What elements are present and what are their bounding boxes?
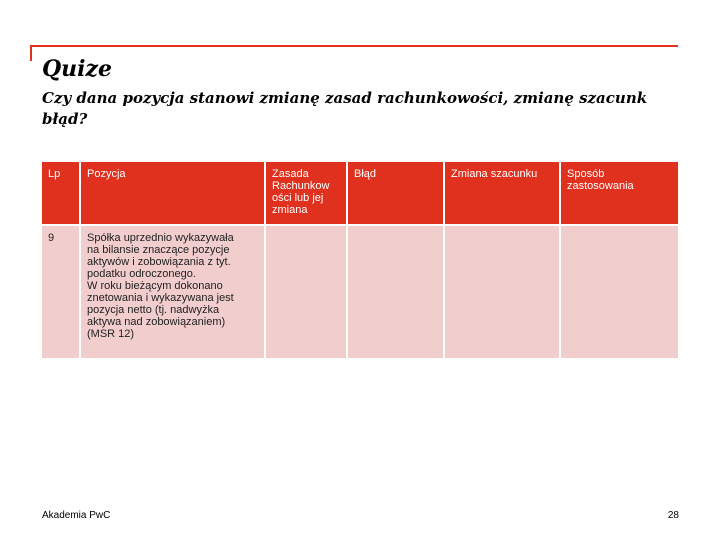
title-accent-rule (30, 45, 678, 47)
cell-sposob (561, 226, 678, 360)
header-lp: Lp (42, 162, 81, 226)
table-header-row (42, 162, 678, 226)
cell-zmiana-szacunku (445, 226, 561, 360)
header-blad: Błąd (348, 162, 445, 226)
header-sposob: Sposób zastosowania (561, 162, 678, 226)
slide-question (42, 88, 720, 130)
cell-pozycja: Spółka uprzednio wykazywała na bilansie znaczące pozycje aktywów i zobowiązania z tyt. podatku odroczonego. W roku bieżącym dokonano znetowania i wykazywana jest pozycja netto (tj. nadwyżka aktywa nad zobowiązaniem) (MSR 12) (81, 226, 266, 360)
cell-blad (348, 226, 445, 360)
cell-lp: 9 (42, 226, 81, 360)
header-pozycja: Pozycja (81, 162, 266, 226)
title-accent-tick (30, 45, 32, 61)
question-line-2: błąd? (42, 110, 88, 128)
table-row (42, 226, 678, 360)
page-number: 28 (667, 510, 679, 521)
cell-zasada (266, 226, 348, 360)
slide-title: Quize (42, 56, 113, 82)
quiz-table (42, 162, 678, 360)
header-zasada: Zasada Rachunkow ości lub jej zmiana (266, 162, 348, 226)
footer-brand: Akademia PwC (42, 510, 111, 521)
question-line-1: Czy dana pozycja stanowi zmianę zasad rachunkowości, zmianę szacunk (42, 89, 648, 107)
header-zmiana-szacunku: Zmiana szacunku (445, 162, 561, 226)
